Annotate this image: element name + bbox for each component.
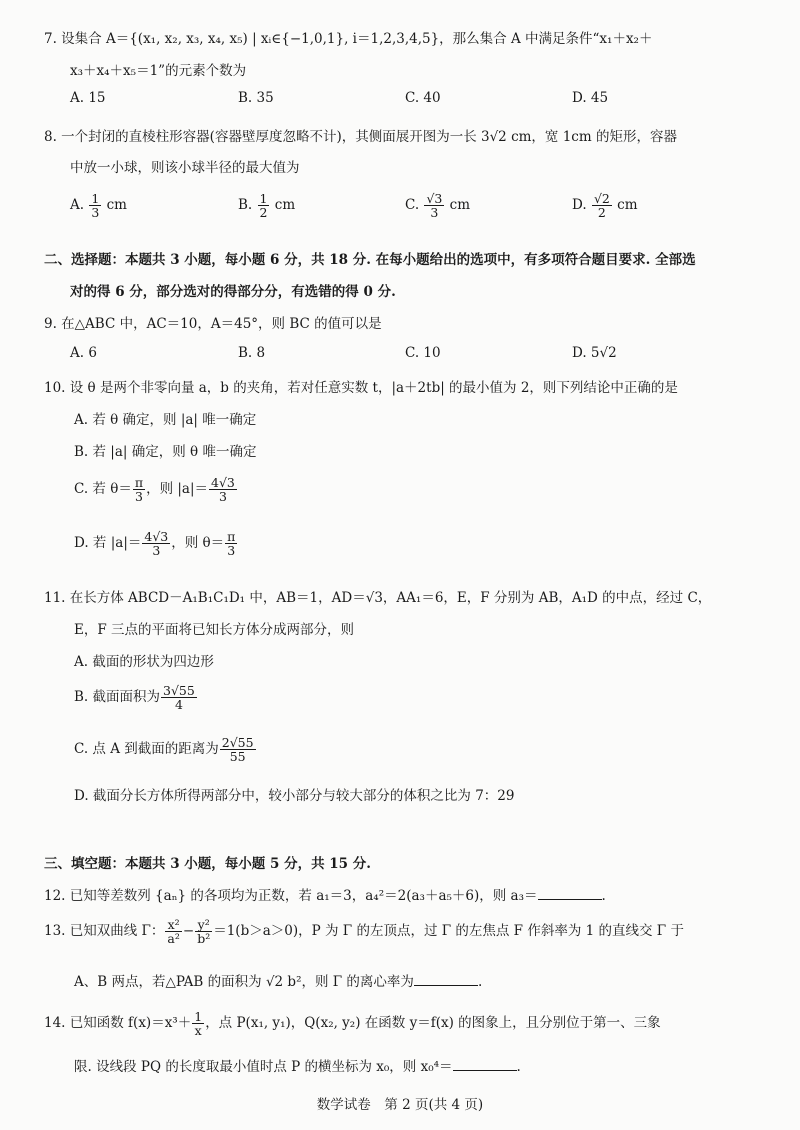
q14-answer-blank <box>453 1058 517 1071</box>
section3-heading: 三、填空题：本题共 3 小题，每小题 5 分，共 15 分. <box>44 856 371 872</box>
q13-rest: ＝1(b＞a＞0)，P 为 Γ 的左顶点，过 Γ 的左焦点 F 作斜率为 1 的直线交 Γ 于 <box>213 923 684 940</box>
q8-option-b-letter: B. <box>238 197 253 214</box>
q9-options <box>0 345 800 369</box>
q8-option-b-denominator: 2 <box>259 205 268 221</box>
q8-option-b-numerator: 1 <box>259 191 268 206</box>
q8-stem-line1: 8. 一个封闭的直棱柱形容器(容器壁厚度忽略不计)，其侧面展开图为一长 3√2 cm，宽 1cm 的矩形，容器 <box>44 129 677 145</box>
q10-option-a: A. 若 θ 确定，则 |a| 唯一确定 <box>74 412 257 428</box>
q9-option-b: B. 8 <box>238 345 266 361</box>
q11-option-b-prefix: B. 截面面积为 <box>74 689 161 706</box>
q14-fraction <box>192 1010 204 1037</box>
q8-option-d-fraction <box>592 192 612 219</box>
q14-prefix: 14. 已知函数 f(x)＝x³＋ <box>44 1015 192 1032</box>
q11-option-a: A. 截面的形状为四边形 <box>74 654 214 670</box>
q9-option-d: D. 5√2 <box>572 345 617 361</box>
q11-option-b-fraction <box>161 684 197 711</box>
q10-option-c-four-sqrt3: 4√3 <box>211 475 235 490</box>
q12-stem-end: . <box>601 888 606 904</box>
q11-option-c-denominator: 55 <box>229 749 246 765</box>
q10-option-d-three: 3 <box>227 543 236 559</box>
q8-option-d-denominator: 2 <box>597 205 606 221</box>
q13-y-fraction <box>195 918 212 945</box>
q14-stem-end: . <box>516 1059 521 1075</box>
q13-stem-end: . <box>477 974 483 990</box>
q8-option-d-unit: cm <box>617 197 638 214</box>
q14-rest: ，点 P(x₁, y₁)，Q(x₂, y₂) 在函数 y＝f(x) 的图象上，且分别位于第一、三象 <box>205 1015 661 1032</box>
q8-option-a-fraction <box>89 192 101 219</box>
q8-option-b-unit: cm <box>274 197 296 214</box>
q8-option-c-unit: cm <box>449 197 471 214</box>
q11-stem-line1: 11. 在长方体 ABCD－A₁B₁C₁D₁ 中，AB＝1，AD＝√3，AA₁＝6，E，F 分别为 AB，A₁D 的中点，经过 C， <box>44 590 712 606</box>
q8-option-c-denominator: 3 <box>430 205 439 221</box>
q10-option-c-a-fraction <box>209 476 237 503</box>
q12-answer-blank <box>538 887 602 900</box>
q11-option-b <box>74 684 198 711</box>
q8-option-d-numerator: √2 <box>593 191 610 206</box>
q12-stem <box>44 884 606 904</box>
q13-line2-text: A、B 两点，若△PAB 的面积为 √2 b²，则 Γ 的离心率为 <box>74 974 414 990</box>
q8-option-c-fraction <box>424 192 444 219</box>
q11-option-c-fraction <box>220 736 256 763</box>
q7-stem-line1: 7. 设集合 A＝{(x₁, x₂, x₃, x₄, x₅) | xᵢ∈{−1,0,1}, i＝1,2,3,4,5}，那么集合 A 中满足条件“x₁＋x₂＋ <box>44 31 653 47</box>
q11-option-b-numerator: 3√55 <box>163 683 195 698</box>
q10-option-c-middle: ，则 |a|＝ <box>146 481 209 498</box>
q8-option-a-denominator: 3 <box>91 205 100 221</box>
q9-stem: 9. 在△ABC 中，AC＝10，A＝45°，则 BC 的值可以是 <box>44 316 382 332</box>
q7-option-c: C. 40 <box>405 90 441 106</box>
q12-stem-text: 12. 已知等差数列 {aₙ} 的各项均为正数，若 a₁＝3，a₄²＝2(a₃＋a₅＋6)，则 a₃＝ <box>44 888 538 904</box>
q8-option-b-fraction <box>258 192 270 219</box>
q10-option-d-middle: ，则 θ＝ <box>171 535 225 552</box>
q10-option-b: B. 若 |a| 确定，则 θ 唯一确定 <box>74 444 257 460</box>
q10-option-d-denominator: 3 <box>152 543 161 559</box>
q10-option-c-pi: π <box>134 475 144 490</box>
q10-option-c-three: 3 <box>134 489 143 505</box>
q10-stem: 10. 设 θ 是两个非零向量 a，b 的夹角，若对任意实数 t，|a＋2tb| 的最小值为 2，则下列结论中正确的是 <box>44 380 678 396</box>
q13-y-denominator: b² <box>197 931 211 947</box>
q10-option-d <box>74 530 238 557</box>
q11-option-c-prefix: C. 点 A 到截面的距离为 <box>74 741 219 758</box>
q13-minus: − <box>182 923 195 940</box>
q10-option-d-prefix: D. 若 |a|＝ <box>74 535 142 552</box>
q10-option-c <box>74 476 238 503</box>
q13-prefix: 13. 已知双曲线 Γ： <box>44 923 165 940</box>
q14-stem-line2 <box>74 1055 521 1075</box>
q13-x-numerator: x² <box>165 918 181 932</box>
q13-x-fraction <box>165 918 181 945</box>
q10-option-c-theta-fraction <box>133 476 145 503</box>
q8-option-a-letter: A. <box>70 197 85 214</box>
q9-option-a: A. 6 <box>70 345 97 361</box>
q13-x-denominator: a² <box>167 931 180 947</box>
q14-stem-line1 <box>44 1010 661 1037</box>
q14-denominator: x <box>194 1023 202 1039</box>
q7-option-d: D. 45 <box>572 90 609 106</box>
q13-stem-line2 <box>74 970 482 990</box>
q8-option-d <box>572 192 638 219</box>
q8-option-a-unit: cm <box>106 197 127 214</box>
section2-heading-line2: 对的得 6 分，部分选对的得部分分，有选错的得 0 分. <box>70 284 396 300</box>
q7-options <box>0 90 800 114</box>
q10-option-d-theta-fraction <box>225 530 237 557</box>
q8-option-c-numerator: √3 <box>426 191 443 206</box>
q7-stem-line2: x₃＋x₄＋x₅＝1”的元素个数为 <box>70 63 247 79</box>
q11-option-c-numerator: 2√55 <box>221 735 254 750</box>
q13-y-numerator: y² <box>195 918 212 932</box>
q13-answer-blank <box>414 973 478 986</box>
q11-option-c <box>74 736 257 763</box>
q9-option-c: C. 10 <box>405 345 441 361</box>
q8-option-d-letter: D. <box>572 197 587 214</box>
q10-option-c-prefix: C. 若 θ＝ <box>74 481 132 498</box>
q13-stem-line1 <box>44 918 684 945</box>
q11-option-d: D. 截面分长方体所得两部分中，较小部分与较大部分的体积之比为 7：29 <box>74 788 515 804</box>
q10-option-d-a-fraction <box>142 530 170 557</box>
q8-option-a-numerator: 1 <box>91 191 100 206</box>
q7-option-b: B. 35 <box>238 90 274 106</box>
q8-option-b <box>238 192 295 219</box>
q14-numerator: 1 <box>194 1009 203 1024</box>
q11-option-b-denominator: 4 <box>174 697 183 713</box>
q8-option-c-letter: C. <box>405 197 420 214</box>
q8-option-a <box>70 192 127 219</box>
q7-option-a: A. 15 <box>70 90 106 106</box>
q11-stem-line2: E，F 三点的平面将已知长方体分成两部分，则 <box>74 622 355 638</box>
q10-option-c-denominator: 3 <box>218 489 227 505</box>
q14-line2-text: 限. 设线段 PQ 的长度取最小值时点 P 的横坐标为 x₀，则 x₀⁴＝ <box>74 1059 453 1075</box>
q8-options <box>0 192 800 228</box>
q8-option-c <box>405 192 470 219</box>
q10-option-d-four-sqrt3: 4√3 <box>144 529 169 544</box>
section2-heading-line1: 二、选择题：本题共 3 小题，每小题 6 分，共 18 分. 在每小题给出的选项中，有多项符合题目要求. 全部选 <box>44 252 696 268</box>
q8-stem-line2: 中放一小球，则该小球半径的最大值为 <box>70 160 300 176</box>
page-footer: 数学试卷 第 2 页(共 4 页) <box>316 1097 484 1113</box>
q10-option-d-pi: π <box>227 529 236 544</box>
